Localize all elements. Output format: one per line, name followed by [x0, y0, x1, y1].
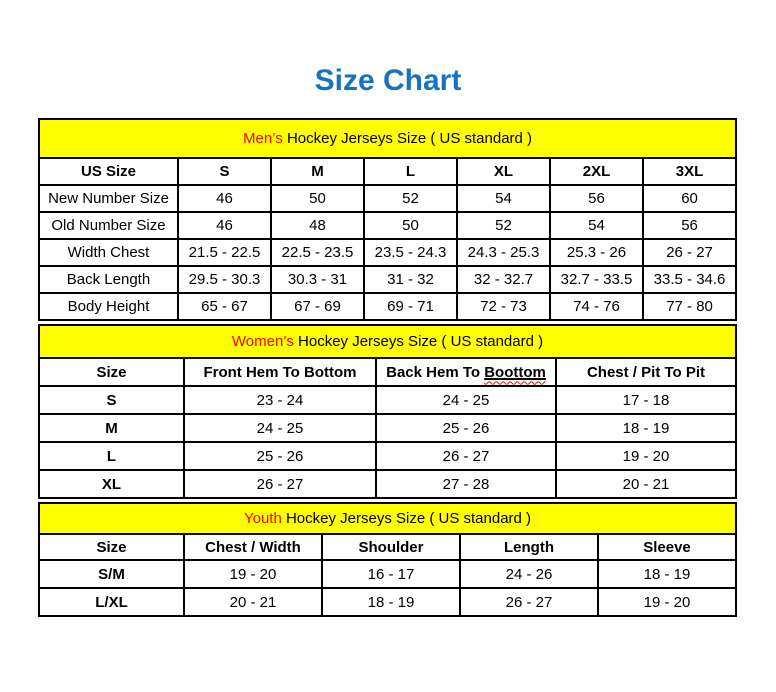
- row-label: L: [39, 442, 184, 470]
- table-cell: 23 - 24: [184, 386, 376, 414]
- mens-col-2xl: 2XL: [550, 158, 643, 185]
- womens-col-chest-pit: Chest / Pit To Pit: [556, 358, 736, 386]
- table-cell: 26 - 27: [184, 470, 376, 498]
- table-cell: 29.5 - 30.3: [178, 266, 271, 293]
- mens-row-body-height: [39, 293, 736, 320]
- mens-col-us-size: US Size: [39, 158, 178, 185]
- youth-caption-highlight: Youth: [243, 510, 282, 527]
- youth-caption-row: [39, 503, 736, 534]
- womens-row-xl: [39, 470, 736, 498]
- row-label: New Number Size: [39, 185, 178, 212]
- table-cell: 19 - 20: [598, 588, 736, 616]
- table-cell: 24 - 26: [460, 560, 598, 588]
- table-cell: 22.5 - 23.5: [271, 239, 364, 266]
- row-label: XL: [39, 470, 184, 498]
- mens-size-table: [38, 118, 737, 321]
- table-cell: 19 - 20: [184, 560, 322, 588]
- mens-row-new-number-size: [39, 185, 736, 212]
- mens-col-s: S: [178, 158, 271, 185]
- mens-col-l: L: [364, 158, 457, 185]
- table-cell: 69 - 71: [364, 293, 457, 320]
- table-cell: 25 - 26: [184, 442, 376, 470]
- row-label: Back Length: [39, 266, 178, 293]
- mens-col-m: M: [271, 158, 364, 185]
- table-cell: 24.3 - 25.3: [457, 239, 550, 266]
- youth-header-row: [39, 534, 736, 560]
- table-cell: 27 - 28: [376, 470, 556, 498]
- womens-row-l: [39, 442, 736, 470]
- table-cell: 72 - 73: [457, 293, 550, 320]
- youth-col-chest: Chest / Width: [184, 534, 322, 560]
- table-cell: 77 - 80: [643, 293, 736, 320]
- youth-col-sleeve: Sleeve: [598, 534, 736, 560]
- table-cell: 31 - 32: [364, 266, 457, 293]
- table-cell: 26 - 27: [376, 442, 556, 470]
- row-label: Body Height: [39, 293, 178, 320]
- table-cell: 25 - 26: [376, 414, 556, 442]
- table-cell: 16 - 17: [322, 560, 460, 588]
- table-cell: 26 - 27: [643, 239, 736, 266]
- womens-col-back-hem: [376, 358, 556, 386]
- table-cell: 24 - 25: [184, 414, 376, 442]
- row-label: L/XL: [39, 588, 184, 616]
- youth-row-sm: [39, 560, 736, 588]
- table-cell: 32 - 32.7: [457, 266, 550, 293]
- mens-caption-rest: Hockey Jerseys Size ( US standard ): [282, 130, 533, 147]
- table-cell: 54: [457, 185, 550, 212]
- womens-caption-row: [39, 325, 736, 358]
- table-cell: 30.3 - 31: [271, 266, 364, 293]
- table-cell: 52: [364, 185, 457, 212]
- mens-caption-row: [39, 119, 736, 158]
- womens-row-m: [39, 414, 736, 442]
- table-cell: 46: [178, 212, 271, 239]
- womens-col-front-hem: Front Hem To Bottom: [184, 358, 376, 386]
- table-cell: 17 - 18: [556, 386, 736, 414]
- row-label: Width Chest: [39, 239, 178, 266]
- youth-col-shoulder: Shoulder: [322, 534, 460, 560]
- misspelled-word: [484, 364, 546, 381]
- mens-row-width-chest: [39, 239, 736, 266]
- misspelled-word-text: Boottom: [484, 363, 546, 381]
- mens-col-3xl: 3XL: [643, 158, 736, 185]
- table-cell: 60: [643, 185, 736, 212]
- youth-row-lxl: [39, 588, 736, 616]
- womens-size-table: [38, 324, 737, 499]
- mens-table-caption: [39, 119, 736, 158]
- table-cell: 20 - 21: [184, 588, 322, 616]
- mens-col-xl: XL: [457, 158, 550, 185]
- table-cell: 33.5 - 34.6: [643, 266, 736, 293]
- table-cell: 21.5 - 22.5: [178, 239, 271, 266]
- youth-table-caption: [39, 503, 736, 534]
- row-label: S: [39, 386, 184, 414]
- table-cell: 46: [178, 185, 271, 212]
- mens-row-back-length: [39, 266, 736, 293]
- table-cell: 54: [550, 212, 643, 239]
- table-cell: 18 - 19: [322, 588, 460, 616]
- table-cell: 50: [364, 212, 457, 239]
- table-cell: 18 - 19: [598, 560, 736, 588]
- table-cell: 23.5 - 24.3: [364, 239, 457, 266]
- womens-caption-highlight: Women’s: [231, 333, 294, 350]
- mens-row-old-number-size: [39, 212, 736, 239]
- youth-caption-rest: Hockey Jerseys Size ( US standard ): [281, 510, 532, 527]
- table-cell: 26 - 27: [460, 588, 598, 616]
- womens-col-size: Size: [39, 358, 184, 386]
- table-cell: 24 - 25: [376, 386, 556, 414]
- row-label: S/M: [39, 560, 184, 588]
- table-cell: 56: [550, 185, 643, 212]
- table-cell: 25.3 - 26: [550, 239, 643, 266]
- mens-header-row: [39, 158, 736, 185]
- youth-col-size: Size: [39, 534, 184, 560]
- table-cell: 19 - 20: [556, 442, 736, 470]
- womens-caption-rest: Hockey Jerseys Size ( US standard ): [293, 333, 544, 350]
- womens-row-s: [39, 386, 736, 414]
- womens-header-row: [39, 358, 736, 386]
- table-cell: 50: [271, 185, 364, 212]
- womens-table-caption: [39, 325, 736, 358]
- table-cell: 48: [271, 212, 364, 239]
- mens-caption-highlight: Men’s: [243, 130, 283, 147]
- table-cell: 32.7 - 33.5: [550, 266, 643, 293]
- youth-size-table: [38, 502, 737, 617]
- table-cell: 18 - 19: [556, 414, 736, 442]
- page-title: Size Chart: [314, 64, 462, 97]
- table-cell: 20 - 21: [556, 470, 736, 498]
- row-label: Old Number Size: [39, 212, 178, 239]
- row-label: M: [39, 414, 184, 442]
- table-cell: 52: [457, 212, 550, 239]
- back-hem-prefix: Back Hem To: [386, 363, 485, 381]
- table-cell: 56: [643, 212, 736, 239]
- table-cell: 67 - 69: [271, 293, 364, 320]
- table-cell: 74 - 76: [550, 293, 643, 320]
- youth-col-length: Length: [460, 534, 598, 560]
- table-cell: 65 - 67: [178, 293, 271, 320]
